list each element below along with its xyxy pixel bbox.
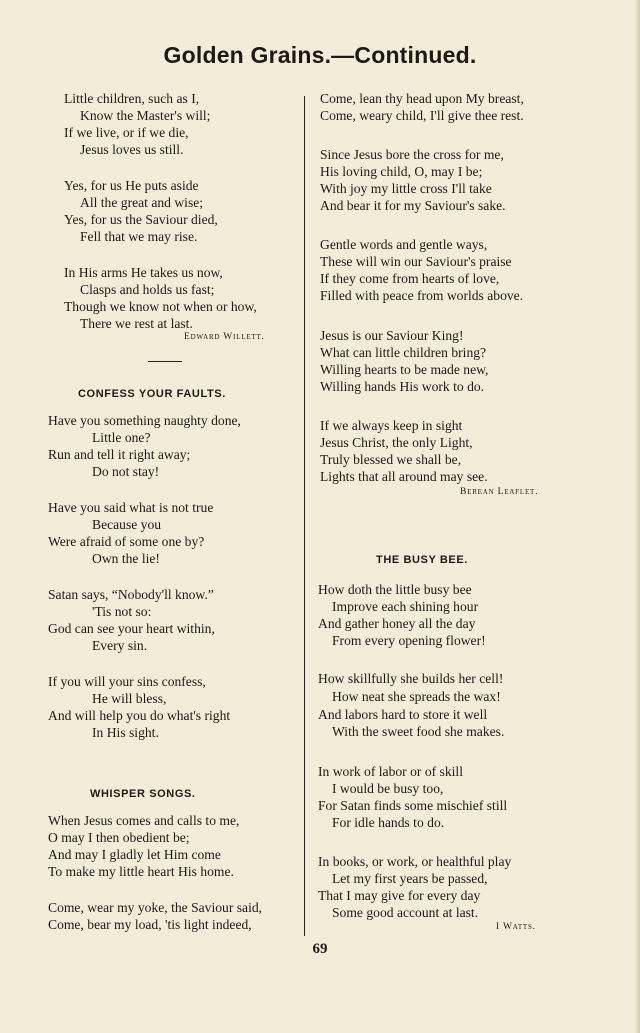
verse-line: Were afraid of some one by? bbox=[48, 534, 205, 549]
section-heading: THE BUSY BEE. bbox=[376, 554, 468, 566]
section-separator bbox=[148, 361, 182, 362]
verse-line: If we live, or if we die, bbox=[64, 125, 189, 140]
verse-line: With joy my little cross I'll take bbox=[320, 181, 492, 196]
verse-line: Filled with peace from worlds above. bbox=[320, 288, 524, 303]
verse-line: Willing hands His work to do. bbox=[320, 379, 485, 394]
verse-line: Because you bbox=[92, 517, 162, 532]
verse-line: How doth the little busy bee bbox=[318, 582, 472, 597]
verse-line: If we always keep in sight bbox=[320, 418, 463, 433]
verse-line: God can see your heart within, bbox=[48, 621, 215, 636]
verse-line: In work of labor or of skill bbox=[318, 764, 463, 779]
verse-line: Lights that all around may see. bbox=[320, 469, 488, 484]
section-heading: WHISPER SONGS. bbox=[90, 788, 196, 800]
author-credit: I Watts. bbox=[496, 922, 536, 932]
verse-line: Come, wear my yoke, the Saviour said, bbox=[48, 900, 263, 915]
author-credit: Edward Willett. bbox=[184, 332, 265, 342]
verse-line: He will bless, bbox=[92, 691, 167, 706]
verse-line: Jesus Christ, the only Light, bbox=[320, 435, 473, 450]
verse-line: From every opening flower! bbox=[332, 633, 486, 648]
verse-line: Come, bear my load, 'tis light indeed, bbox=[48, 917, 252, 932]
verse-line: Since Jesus bore the cross for me, bbox=[320, 147, 504, 162]
verse-line: Truly blessed we shall be, bbox=[320, 452, 462, 467]
verse-line: Do not stay! bbox=[92, 464, 160, 479]
verse-line: And may I gladly let Him come bbox=[48, 847, 221, 862]
verse-line: For Satan finds some mischief still bbox=[318, 798, 508, 813]
page-edge bbox=[634, 0, 640, 1033]
verse-line: In His arms He takes us now, bbox=[64, 265, 223, 280]
verse-line: Though we know not when or how, bbox=[64, 299, 257, 314]
verse-line: 'Tis not so: bbox=[92, 604, 152, 619]
verse-line: In His sight. bbox=[92, 725, 159, 740]
verse-line: Gentle words and gentle ways, bbox=[320, 237, 488, 252]
verse-line: Have you something naughty done, bbox=[48, 413, 241, 428]
verse-line: O may I then obedient be; bbox=[48, 830, 190, 845]
verse-line: I would be busy too, bbox=[332, 781, 444, 796]
verse-line: When Jesus comes and calls to me, bbox=[48, 813, 240, 828]
verse-line: Yes, for us the Saviour died, bbox=[64, 212, 218, 227]
verse-line: Satan says, “Nobody'll know.” bbox=[48, 587, 214, 602]
verse-line: Run and tell it right away; bbox=[48, 447, 191, 462]
section-heading: CONFESS YOUR FAULTS. bbox=[78, 388, 226, 400]
verse-line: How skillfully she builds her cell! bbox=[318, 671, 504, 686]
verse-line: And bear it for my Saviour's sake. bbox=[320, 198, 506, 213]
verse-line: Some good account at last. bbox=[332, 905, 479, 920]
verse-line: Little children, such as I, bbox=[64, 91, 200, 106]
verse-line: How neat she spreads the wax! bbox=[332, 689, 501, 704]
verse-line: And gather honey all the day bbox=[318, 616, 476, 631]
verse-line: Come, weary child, I'll give thee rest. bbox=[320, 108, 524, 123]
verse-line: Little one? bbox=[92, 430, 151, 445]
column-divider bbox=[304, 96, 305, 936]
verse-line: In books, or work, or healthful play bbox=[318, 854, 512, 869]
verse-line: Fell that we may rise. bbox=[80, 229, 198, 244]
page-number: 69 bbox=[312, 941, 328, 957]
verse-line: And will help you do what's right bbox=[48, 708, 231, 723]
verse-line: These will win our Saviour's praise bbox=[320, 254, 512, 269]
verse-line: Come, lean thy head upon My breast, bbox=[320, 91, 524, 106]
verse-line: What can little children bring? bbox=[320, 345, 487, 360]
verse-line: Clasps and holds us fast; bbox=[80, 282, 215, 297]
verse-line: Have you said what is not true bbox=[48, 500, 214, 515]
verse-line: To make my little heart His home. bbox=[48, 864, 234, 879]
verse-line: Yes, for us He puts aside bbox=[64, 178, 199, 193]
verse-line: Willing hearts to be made new, bbox=[320, 362, 489, 377]
verse-line: Improve each shining hour bbox=[332, 599, 479, 614]
verse-line: For idle hands to do. bbox=[332, 815, 445, 830]
verse-line: If they come from hearts of love, bbox=[320, 271, 500, 286]
verse-line: Know the Master's will; bbox=[80, 108, 211, 123]
verse-line: Jesus loves us still. bbox=[80, 142, 184, 157]
verse-line: Jesus is our Saviour King! bbox=[320, 328, 464, 343]
verse-line: And labors hard to store it well bbox=[318, 707, 488, 722]
verse-line: All the great and wise; bbox=[80, 195, 204, 210]
page-title: Golden Grains.—Continued. bbox=[163, 42, 477, 68]
verse-line: His loving child, O, may I be; bbox=[320, 164, 483, 179]
verse-line: Let my first years be passed, bbox=[332, 871, 488, 886]
verse-line: If you will your sins confess, bbox=[48, 674, 206, 689]
verse-line: There we rest at last. bbox=[80, 316, 193, 331]
verse-line: Every sin. bbox=[92, 638, 148, 653]
author-credit: Berean Leaflet. bbox=[460, 487, 539, 497]
verse-line: Own the lie! bbox=[92, 551, 160, 566]
verse-line: With the sweet food she makes. bbox=[332, 724, 505, 739]
verse-line: That I may give for every day bbox=[318, 888, 481, 903]
